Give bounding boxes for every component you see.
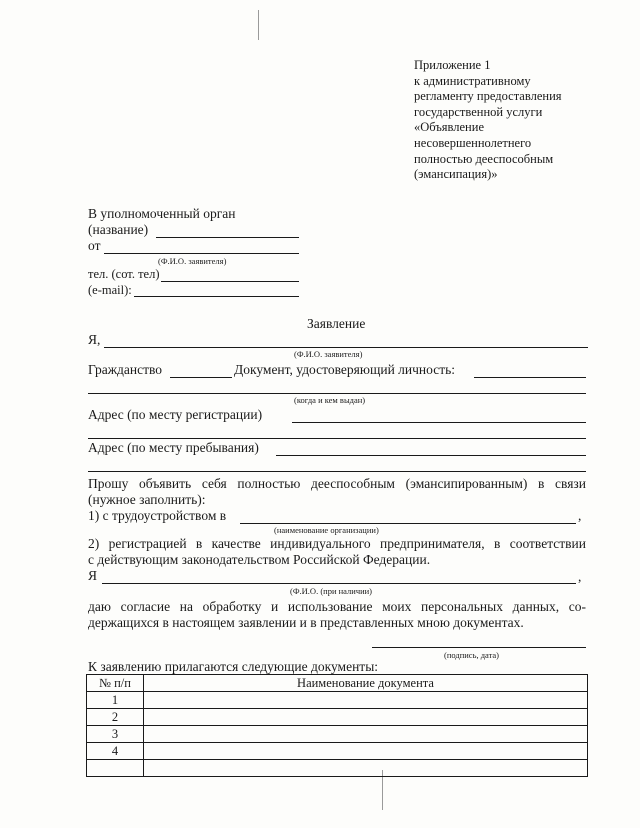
request-text-line2: (нужное заполнить): [88, 492, 206, 507]
consent-text-line1: даю согласие на обработку и использование моих персональных данных, со- [88, 599, 586, 614]
addressee-email-label: (e-mail): [88, 283, 132, 297]
row-number [87, 760, 144, 777]
addressee-from-label: от [88, 238, 101, 253]
doc-name-cell[interactable] [144, 743, 588, 760]
appendix-line: Приложение 1 [414, 58, 491, 72]
signature-field[interactable] [372, 647, 586, 648]
form-title: Заявление [307, 316, 366, 331]
appendix-line: к административному [414, 73, 531, 88]
signature-hint: (подпись, дата) [444, 650, 500, 660]
reg-address-field-line2[interactable] [88, 438, 586, 439]
id-doc-field-line2[interactable] [88, 393, 586, 394]
attachments-heading: К заявлению прилагаются следующие документы: [88, 659, 379, 674]
col-num-header: № п/п [87, 675, 144, 692]
table-row [87, 743, 588, 760]
doc-name-cell[interactable] [144, 760, 588, 777]
col-name-header: Наименование документа [144, 675, 588, 692]
addressee-email-field[interactable] [134, 296, 299, 297]
consent-comma: , [578, 569, 582, 584]
doc-name-cell[interactable] [144, 709, 588, 726]
appendix-block [414, 58, 562, 183]
appendix-line: (эмансипация)» [414, 167, 498, 182]
appendix-line: регламенту предоставления [414, 89, 562, 104]
row-number: 2 [87, 709, 144, 726]
issued-hint: (когда и кем выдан) [294, 395, 366, 405]
option1-comma: , [578, 508, 582, 523]
doc-name-cell[interactable] [144, 726, 588, 743]
id-doc-field[interactable] [474, 377, 586, 378]
i-label: Я, [88, 332, 101, 347]
consent-i-label: Я [88, 568, 98, 583]
addressee-name-label: (название) [88, 222, 149, 237]
reg-address-label: Адрес (по месту регистрации) [88, 407, 263, 422]
option2-line2: с действующим законодательством Российской Федерации. [88, 552, 431, 567]
option1-label: 1) с трудоустройством в [88, 508, 227, 523]
appendix-line: полностью дееспособным [414, 151, 554, 166]
citizenship-field[interactable] [170, 377, 232, 378]
request-text-line1: Прошу объявить себя полностью дееспособным (эмансипированным) в связи [88, 476, 586, 491]
citizenship-label: Гражданство [88, 362, 163, 377]
stay-address-field-line2[interactable] [88, 471, 586, 472]
addressee-phone-label: тел. (сот. тел) [88, 267, 160, 281]
addressee-phone-field[interactable] [161, 281, 299, 282]
organization-field[interactable] [240, 523, 576, 524]
addressee-organ: В уполномоченный орган [88, 206, 236, 221]
applicant-fio-hint: (Ф.И.О. заявителя) [294, 349, 363, 359]
option2-line1: 2) регистрацией в качестве индивидуального предпринимателя, в соответствии [88, 536, 586, 551]
consent-fio-field[interactable] [102, 583, 576, 584]
applicant-fio-field[interactable] [104, 347, 588, 348]
table-row [87, 709, 588, 726]
row-number: 1 [87, 692, 144, 709]
doc-name-cell[interactable] [144, 692, 588, 709]
appendix-line: «Объявление [414, 120, 484, 135]
stay-address-label: Адрес (по месту пребывания) [88, 440, 259, 455]
table-row [87, 726, 588, 743]
consent-fio-hint: (Ф.И.О. (при наличии) [290, 586, 373, 596]
org-hint: (наименование организации) [274, 525, 379, 535]
addressee-fio-field[interactable] [104, 253, 299, 254]
addressee-name-field[interactable] [156, 237, 299, 238]
reg-address-field[interactable] [292, 422, 586, 423]
scan-mark [258, 10, 259, 40]
consent-text-line2: держащихся в настоящем заявлении и в представленных мною документах. [88, 615, 524, 630]
appendix-line: несовершеннолетнего [414, 135, 532, 150]
stay-address-field[interactable] [276, 455, 586, 456]
table-row [87, 760, 588, 777]
table-row [87, 692, 588, 709]
table-header-row [87, 675, 588, 692]
row-number: 3 [87, 726, 144, 743]
appendix-line: государственной услуги [414, 104, 543, 119]
row-number: 4 [87, 743, 144, 760]
attachments-table [86, 674, 588, 777]
id-doc-label: Документ, удостоверяющий личность: [234, 362, 456, 377]
addressee-fio-hint: (Ф.И.О. заявителя) [158, 256, 227, 266]
